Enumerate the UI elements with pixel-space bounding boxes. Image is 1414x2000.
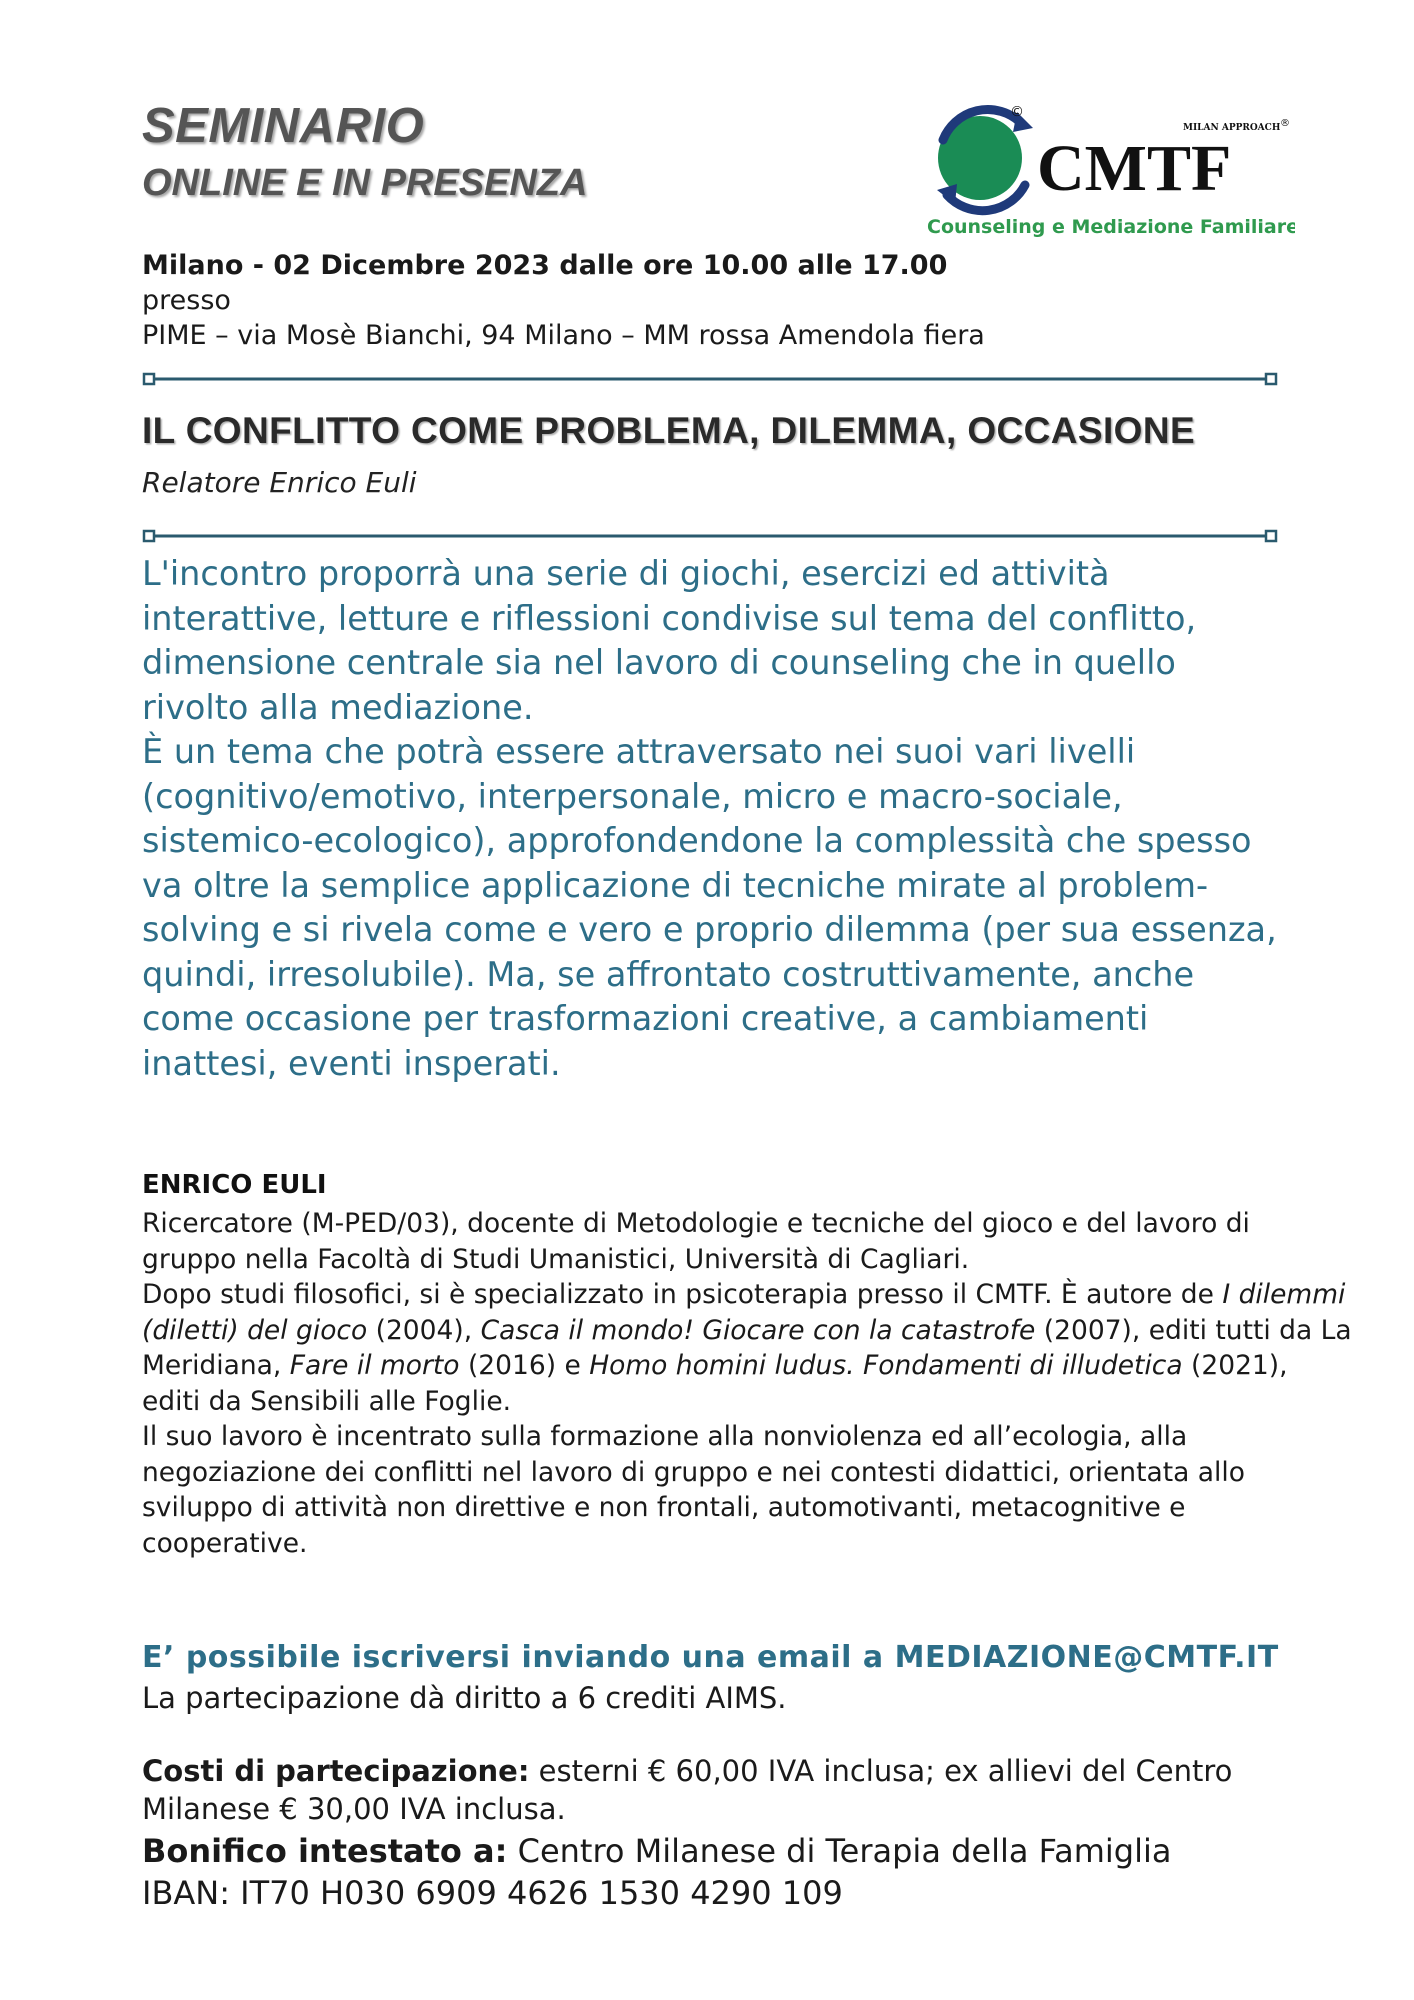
description-paragraph: L'incontro proporrà una serie di giochi, esercizi ed attività interattive, letture e riflessioni condivise sul tema del conflitto, dimensione centrale sia nel lavoro di counseling che in quello rivolto alla mediazione. (142, 554, 1197, 727)
transfer-label: Bonifico intestato a: (142, 1832, 508, 1870)
bio-paragraph: Il suo lavoro è incentrato sulla formazione alla nonviolenza ed all’ecologia, alla negoziazione dei conflitti nel lavoro di gruppo e nei contesti didattici, orientata allo sviluppo di attività non direttive e non frontali, automotivanti, metacognitive e cooperative. (142, 1421, 1245, 1559)
costs-line: Costi di partecipazione: esterni € 60,00 IVA inclusa; ex allievi del Centro Milanese € 30,00 IVA inclusa. (142, 1754, 1233, 1826)
seminar-description (142, 552, 1282, 1086)
speaker-bio (142, 1206, 1352, 1561)
bio-paragraph: Dopo studi filosofici, si è specializzato in psicoterapia presso il CMTF. È autore de I dilemmi (diletti) del gioco (2004), Casca il mondo! Giocare con la catastrofe (2007), editi tutti da La Meridiana, Fare il morto (2016) e Homo homini ludus. Fondamenti di illudetica (2021), editi da Sensibili alle Foglie. (142, 1279, 1352, 1417)
section-divider (142, 372, 1278, 386)
signup-email-link[interactable]: MEDIAZIONE@CMTF.IT (894, 1640, 1279, 1675)
seminar-heading: SEMINARIO (142, 99, 425, 153)
svg-text:CMTF: CMTF (1037, 132, 1232, 205)
cmtf-logo-icon (925, 100, 1295, 245)
event-date-time: Milano - 02 Dicembre 2023 dalle ore 10.00 alle 17.00 (142, 250, 948, 281)
bio-name: ENRICO EULI (142, 1170, 327, 1200)
description-paragraph: È un tema che potrà essere attraversato nei suoi vari livelli (cognitivo/emotivo, interpersonale, micro e macro-sociale, sistemico-ecologico), approfondendone la complessità che spesso va oltre la semplice applicazione di tecniche mirate al problem-solving e si rivela come e vero e proprio dilemma (per sua essenza, quindi, irresolubile). Ma, se affrontato costruttivamente, anche come occasione per trasformazioni creative, a cambiamenti inattesi, eventi insperati. (142, 732, 1277, 1083)
svg-text:MILAN APPROACH: MILAN APPROACH (1183, 123, 1281, 133)
costs-label: Costi di partecipazione: (142, 1754, 530, 1788)
book-title: Casca il mondo! Giocare con la catastrofe (480, 1314, 1036, 1346)
book-title: Homo homini ludus. Fondamenti di illudetica (589, 1350, 1183, 1381)
transfer-recipient: Centro Milanese di Terapia della Famiglia (507, 1832, 1172, 1870)
iban: IBAN: IT70 H030 6909 4626 1530 4290 109 (142, 1874, 843, 1912)
event-location: PIME – via Mosè Bianchi, 94 Milano – MM rossa Amendola fiera (142, 320, 985, 351)
book-title: I dilemmi (diletti) del gioco (142, 1279, 1346, 1346)
speaker-line: Relatore Enrico Euli (142, 466, 417, 499)
cmtf-logo (925, 100, 1295, 245)
event-presso: presso (142, 285, 231, 316)
bank-transfer-info (142, 1830, 1172, 1914)
svg-text:©: © (1010, 104, 1024, 120)
seminar-title: IL CONFLITTO COME PROBLEMA, DILEMMA, OCCASIONE (142, 410, 1196, 451)
book-title: Fare il morto (289, 1350, 460, 1381)
bio-paragraph: Ricercatore (M-PED/03), docente di Metodologie e tecniche del gioco e del lavoro di gruppo nella Facoltà di Studi Umanistici, Università di Cagliari. (142, 1208, 1250, 1275)
svg-text:Counseling e Mediazione Famili: Counseling e Mediazione Familiare (927, 216, 1295, 238)
seminar-format-heading: ONLINE E IN PRESENZA (142, 162, 588, 204)
section-divider (142, 529, 1278, 543)
svg-text:®: ® (1280, 118, 1290, 129)
event-info (142, 248, 985, 353)
signup-line: E’ possibile iscriversi inviando una email a MEDIAZIONE@CMTF.IT (142, 1640, 1279, 1675)
credits-line: La partecipazione dà diritto a 6 crediti AIMS. (142, 1681, 787, 1715)
